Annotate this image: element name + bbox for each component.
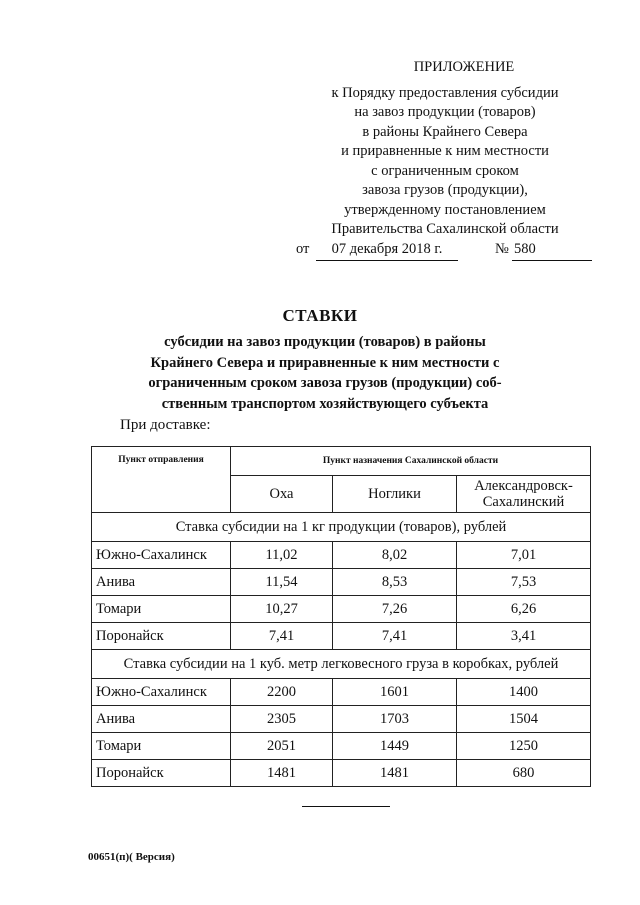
value-cell: 7,41	[231, 623, 333, 650]
group-header-row	[92, 650, 591, 679]
end-divider	[302, 806, 390, 807]
appendix-line: на завоз продукции (товаров)	[354, 104, 536, 120]
appendix-title: ПРИЛОЖЕНИЕ	[413, 59, 515, 75]
value-cell: 1250	[457, 733, 591, 760]
value-cell: 7,41	[333, 623, 457, 650]
value-cell: 1449	[333, 733, 457, 760]
destination-okha: Оха	[231, 476, 333, 513]
table-row	[92, 679, 591, 706]
appendix-line: завоза грузов (продукции),	[362, 182, 528, 198]
appendix-line: и приравненные к ним местности	[341, 143, 549, 159]
appendix-block	[300, 58, 590, 240]
value-cell: 2305	[231, 706, 333, 733]
group-header-row	[92, 513, 591, 542]
group-title-m3: Ставка субсидии на 1 куб. метр легковесного груза в коробках, рублей	[92, 650, 591, 679]
origin-cell: Поронайск	[92, 623, 231, 650]
origin-header: Пункт отправления	[92, 447, 231, 513]
resolution-line	[296, 241, 596, 263]
value-cell: 8,53	[333, 569, 457, 596]
value-cell: 1481	[333, 760, 457, 787]
group-title-kg: Ставка субсидии на 1 кг продукции (товаров), рублей	[92, 513, 591, 542]
table-row	[92, 760, 591, 787]
value-cell: 1504	[457, 706, 591, 733]
value-cell: 1601	[333, 679, 457, 706]
subheading-line: субсидии на завоз продукции (товаров) в районы	[164, 334, 486, 350]
table-row	[92, 706, 591, 733]
value-cell: 11,02	[231, 542, 333, 569]
table-row	[92, 596, 591, 623]
value-cell: 7,26	[333, 596, 457, 623]
subheading-line: ограниченным сроком завоза грузов (продукции) соб-	[148, 375, 502, 391]
number-label: №	[495, 241, 509, 257]
appendix-line: утвержденному постановлением	[344, 201, 546, 218]
footer-code: 00651(п)( Версия)	[88, 851, 175, 863]
value-cell: 11,54	[231, 569, 333, 596]
table-header-row	[92, 447, 591, 476]
origin-cell: Анива	[92, 706, 231, 733]
from-label: от	[296, 241, 310, 257]
origin-cell: Томари	[92, 596, 231, 623]
document-heading: СТАВКИ	[282, 306, 358, 325]
appendix-line: в районы Крайнего Севера	[362, 123, 528, 140]
destination-header: Пункт назначения Сахалинской области	[231, 447, 591, 476]
subheading-line: ственным транспортом хозяйствующего субъекта	[161, 395, 489, 412]
origin-cell: Южно-Сахалинск	[92, 542, 231, 569]
value-cell: 680	[457, 760, 591, 787]
value-cell: 2200	[231, 679, 333, 706]
table-row	[92, 569, 591, 596]
value-cell: 7,01	[457, 542, 591, 569]
value-cell: 2051	[231, 733, 333, 760]
subheading-line: Крайнего Севера и приравненные к ним местности с	[150, 354, 500, 371]
appendix-line: Правительства Сахалинской области	[331, 221, 559, 237]
value-cell: 1703	[333, 706, 457, 733]
value-cell: 6,26	[457, 596, 591, 623]
appendix-line: с ограниченным сроком	[371, 162, 519, 179]
table-row	[92, 733, 591, 760]
table-row	[92, 623, 591, 650]
resolution-date: 07 декабря 2018 г.	[316, 241, 458, 261]
delivery-label: При доставке:	[120, 417, 211, 433]
value-cell: 3,41	[457, 623, 591, 650]
origin-cell: Томари	[92, 733, 231, 760]
origin-cell: Анива	[92, 569, 231, 596]
value-cell: 1481	[231, 760, 333, 787]
resolution-number: 580	[512, 241, 592, 261]
value-cell: 1400	[457, 679, 591, 706]
origin-cell: Поронайск	[92, 760, 231, 787]
destination-nogliki: Ноглики	[333, 476, 457, 513]
destination-aleksandrovsk: Александровск-Сахалинский	[457, 476, 591, 513]
table-row	[92, 542, 591, 569]
document-subheading	[120, 332, 530, 414]
value-cell: 10,27	[231, 596, 333, 623]
value-cell: 7,53	[457, 569, 591, 596]
rates-table	[91, 446, 591, 787]
appendix-line: к Порядку предоставления субсидии	[331, 84, 559, 101]
origin-cell: Южно-Сахалинск	[92, 679, 231, 706]
value-cell: 8,02	[333, 542, 457, 569]
